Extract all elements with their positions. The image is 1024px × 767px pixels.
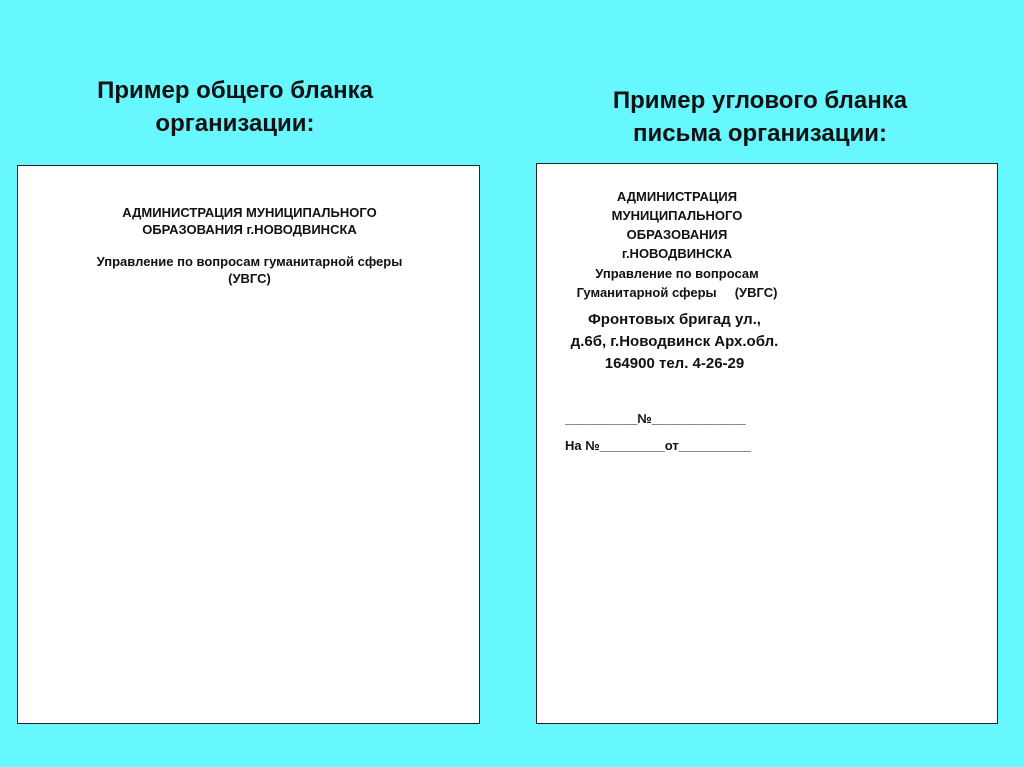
right-address-line-1: Фронтовых бригад ул., bbox=[588, 311, 761, 328]
left-title-line-2: организации: bbox=[155, 110, 315, 137]
right-department bbox=[557, 264, 797, 302]
right-address-line-3: 164900 тел. 4-26-29 bbox=[604, 355, 745, 372]
right-address-line-2: д.6б, г.Новодвинск Арх.обл. bbox=[570, 333, 779, 350]
right-title-line-1: Пример углового бланка bbox=[612, 87, 908, 114]
general-letterhead-sheet bbox=[17, 165, 480, 724]
right-org-line-1: АДМИНИСТРАЦИЯ bbox=[616, 189, 738, 204]
right-title bbox=[545, 84, 975, 150]
right-dept-line-1: Управление по вопросам bbox=[595, 266, 759, 281]
left-title-line-1: Пример общего бланка bbox=[97, 77, 373, 104]
left-title bbox=[30, 74, 440, 140]
left-org-line-1: АДМИНИСТРАЦИЯ МУНИЦИПАЛЬНОГО bbox=[122, 205, 377, 220]
corner-letterhead-sheet bbox=[536, 163, 998, 724]
right-org-line-4: г.НОВОДВИНСКА bbox=[621, 246, 733, 261]
right-title-line-2: письма организации: bbox=[633, 120, 887, 147]
left-dept-line-1: Управление по вопросам гуманитарной сферы bbox=[96, 254, 403, 269]
right-address bbox=[547, 309, 802, 375]
left-org-name bbox=[18, 204, 481, 238]
right-dept-line-2: Гуманитарной сферы (УВГС) bbox=[576, 285, 778, 300]
registration-number-line: __________№_____________ bbox=[565, 411, 746, 426]
right-org-line-2: МУНИЦИПАЛЬНОГО bbox=[611, 208, 743, 223]
right-org-line-3: ОБРАЗОВАНИЯ bbox=[626, 227, 728, 242]
right-org-name bbox=[557, 187, 797, 263]
left-department bbox=[18, 253, 481, 287]
reference-number-line: На №_________от__________ bbox=[565, 438, 752, 453]
left-org-line-2: ОБРАЗОВАНИЯ г.НОВОДВИНСКА bbox=[142, 222, 357, 237]
left-dept-line-2: (УВГС) bbox=[228, 271, 271, 286]
